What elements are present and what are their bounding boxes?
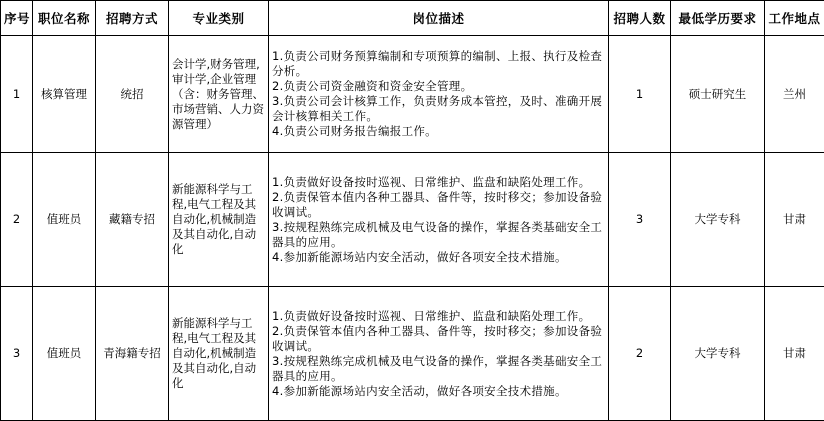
cell-edu: 硕士研究生 (671, 36, 765, 153)
desc-line: 2.负责公司资金融资和资金安全管理。 (272, 79, 605, 94)
cell-desc (269, 36, 609, 153)
cell-location: 甘肃 (765, 153, 824, 287)
desc-line: 4.参加新能源场站内安全活动，做好各项安全技术措施。 (272, 384, 605, 399)
desc-line: 4.负责公司财务报告编报工作。 (272, 124, 605, 139)
cell-method: 青海籍专招 (96, 287, 169, 421)
cell-seq: 3 (1, 287, 33, 421)
cell-location: 甘肃 (765, 287, 824, 421)
cell-major: 新能源科学与工程,电气工程及其自动化,机械制造及其自动化,自动化 (169, 153, 269, 287)
desc-line: 4.参加新能源场站内安全活动，做好各项安全技术措施。 (272, 250, 605, 265)
header-seq: 序号 (1, 1, 33, 36)
header-major: 专业类别 (169, 1, 269, 36)
desc-line: 2.负责保管本值内各种工器具、备件等，按时移交；参加设备验收调试。 (272, 190, 605, 220)
cell-desc (269, 287, 609, 421)
header-position: 职位名称 (33, 1, 96, 36)
cell-position: 值班员 (33, 153, 96, 287)
cell-desc (269, 153, 609, 287)
table-row (1, 287, 824, 421)
header-count: 招聘人数 (609, 1, 671, 36)
desc-line: 3.负责公司会计核算工作，负责财务成本管控，及时、准确开展会计核算相关工作。 (272, 94, 605, 124)
cell-major: 新能源科学与工程,电气工程及其自动化,机械制造及其自动化,自动化 (169, 287, 269, 421)
cell-major: 会计学,财务管理,审计学,企业管理（含：财务管理、市场营销、人力资源管理） (169, 36, 269, 153)
cell-count: 1 (609, 36, 671, 153)
table-row (1, 36, 824, 153)
cell-seq: 1 (1, 36, 33, 153)
header-row (1, 1, 824, 36)
cell-edu: 大学专科 (671, 287, 765, 421)
desc-line: 2.负责保管本值内各种工器具、备件等，按时移交；参加设备验收调试。 (272, 324, 605, 354)
cell-seq: 2 (1, 153, 33, 287)
cell-count: 3 (609, 153, 671, 287)
header-location: 工作地点 (765, 1, 824, 36)
cell-position: 值班员 (33, 287, 96, 421)
desc-line: 3.按规程熟练完成机械及电气设备的操作，掌握各类基础安全工器具的应用。 (272, 354, 605, 384)
cell-method: 统招 (96, 36, 169, 153)
cell-location: 兰州 (765, 36, 824, 153)
desc-line: 1.负责做好设备按时巡视、日常维护、监盘和缺陷处理工作。 (272, 175, 605, 190)
cell-count: 2 (609, 287, 671, 421)
header-edu: 最低学历要求 (671, 1, 765, 36)
header-method: 招聘方式 (96, 1, 169, 36)
table-row (1, 153, 824, 287)
cell-position: 核算管理 (33, 36, 96, 153)
header-desc: 岗位描述 (269, 1, 609, 36)
desc-line: 1.负责做好设备按时巡视、日常维护、监盘和缺陷处理工作。 (272, 309, 605, 324)
cell-method: 藏籍专招 (96, 153, 169, 287)
desc-line: 1.负责公司财务预算编制和专项预算的编制、上报、执行及检查分析。 (272, 49, 605, 79)
desc-line: 3.按规程熟练完成机械及电气设备的操作，掌握各类基础安全工器具的应用。 (272, 220, 605, 250)
cell-edu: 大学专科 (671, 153, 765, 287)
